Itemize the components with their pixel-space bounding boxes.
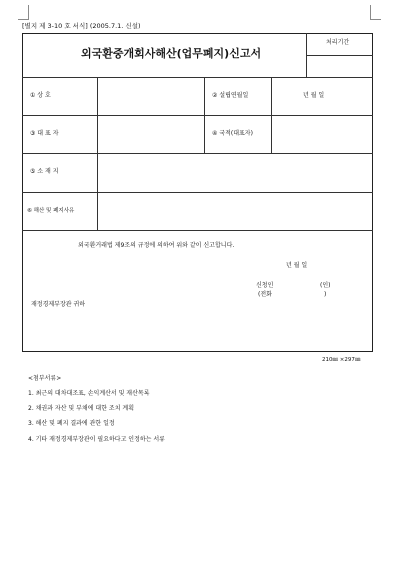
processing-divider [306,55,373,56]
trade-name-label: ① 상 호 [30,92,51,99]
established-date-label: ② 설립연월일 [212,92,249,99]
reason-label: ⑥ 해산 및 폐지사유 [27,208,75,214]
attachment-item-1: 1. 최근의 대차대조표, 손익계산서 및 재산목록 [28,390,150,397]
address-label: ⑤ 소 재 지 [30,168,59,175]
processing-period-label: 처리기간 [326,39,350,46]
attachments-heading: <첨부서류> [28,375,62,382]
applicant-label: 신청인 [256,282,274,289]
row-line-2 [22,115,373,116]
declaration-statement: 외국환거래법 제9조의 규정에 의하여 위와 같이 신고합니다. [78,242,235,249]
declaration-date: 년 월 일 [286,262,308,269]
crop-mark-top-right [370,5,381,20]
phone-close: ) [324,291,327,298]
form-title: 외국환중개회사해산(업무폐지)신고서 [81,47,262,60]
header-note: [별지 제 3-10 호 서식] (2005.7.1. 신설) [22,22,141,30]
established-date-value: 년 월 일 [303,92,325,99]
row-line-4 [22,192,373,193]
attachment-item-2: 2. 채권과 자산 및 부채에 대한 조치 계획 [28,405,135,412]
representative-label: ③ 대 표 자 [30,130,59,137]
nationality-label: ④ 국적(대표자) [212,130,253,137]
addressee: 재정경제부장관 귀하 [31,301,86,308]
row-line-3 [22,153,373,154]
attachment-item-4: 4. 기타 재정경제부장관이 필요하다고 인정하는 서류 [28,436,165,443]
phone-open: (전화 [258,291,272,298]
paper-size: 210㎜ ×297㎜ [322,357,361,363]
crop-mark-top-left [18,5,29,20]
col-line-mid [204,77,205,153]
seal-mark: (인) [320,282,331,289]
row-line-5 [22,230,373,231]
row-line-1 [22,77,373,78]
col-line-right [271,77,272,153]
attachment-item-3: 3. 해산 및 폐지 결과에 관한 일정 [28,420,115,427]
col-line-label [97,77,98,230]
